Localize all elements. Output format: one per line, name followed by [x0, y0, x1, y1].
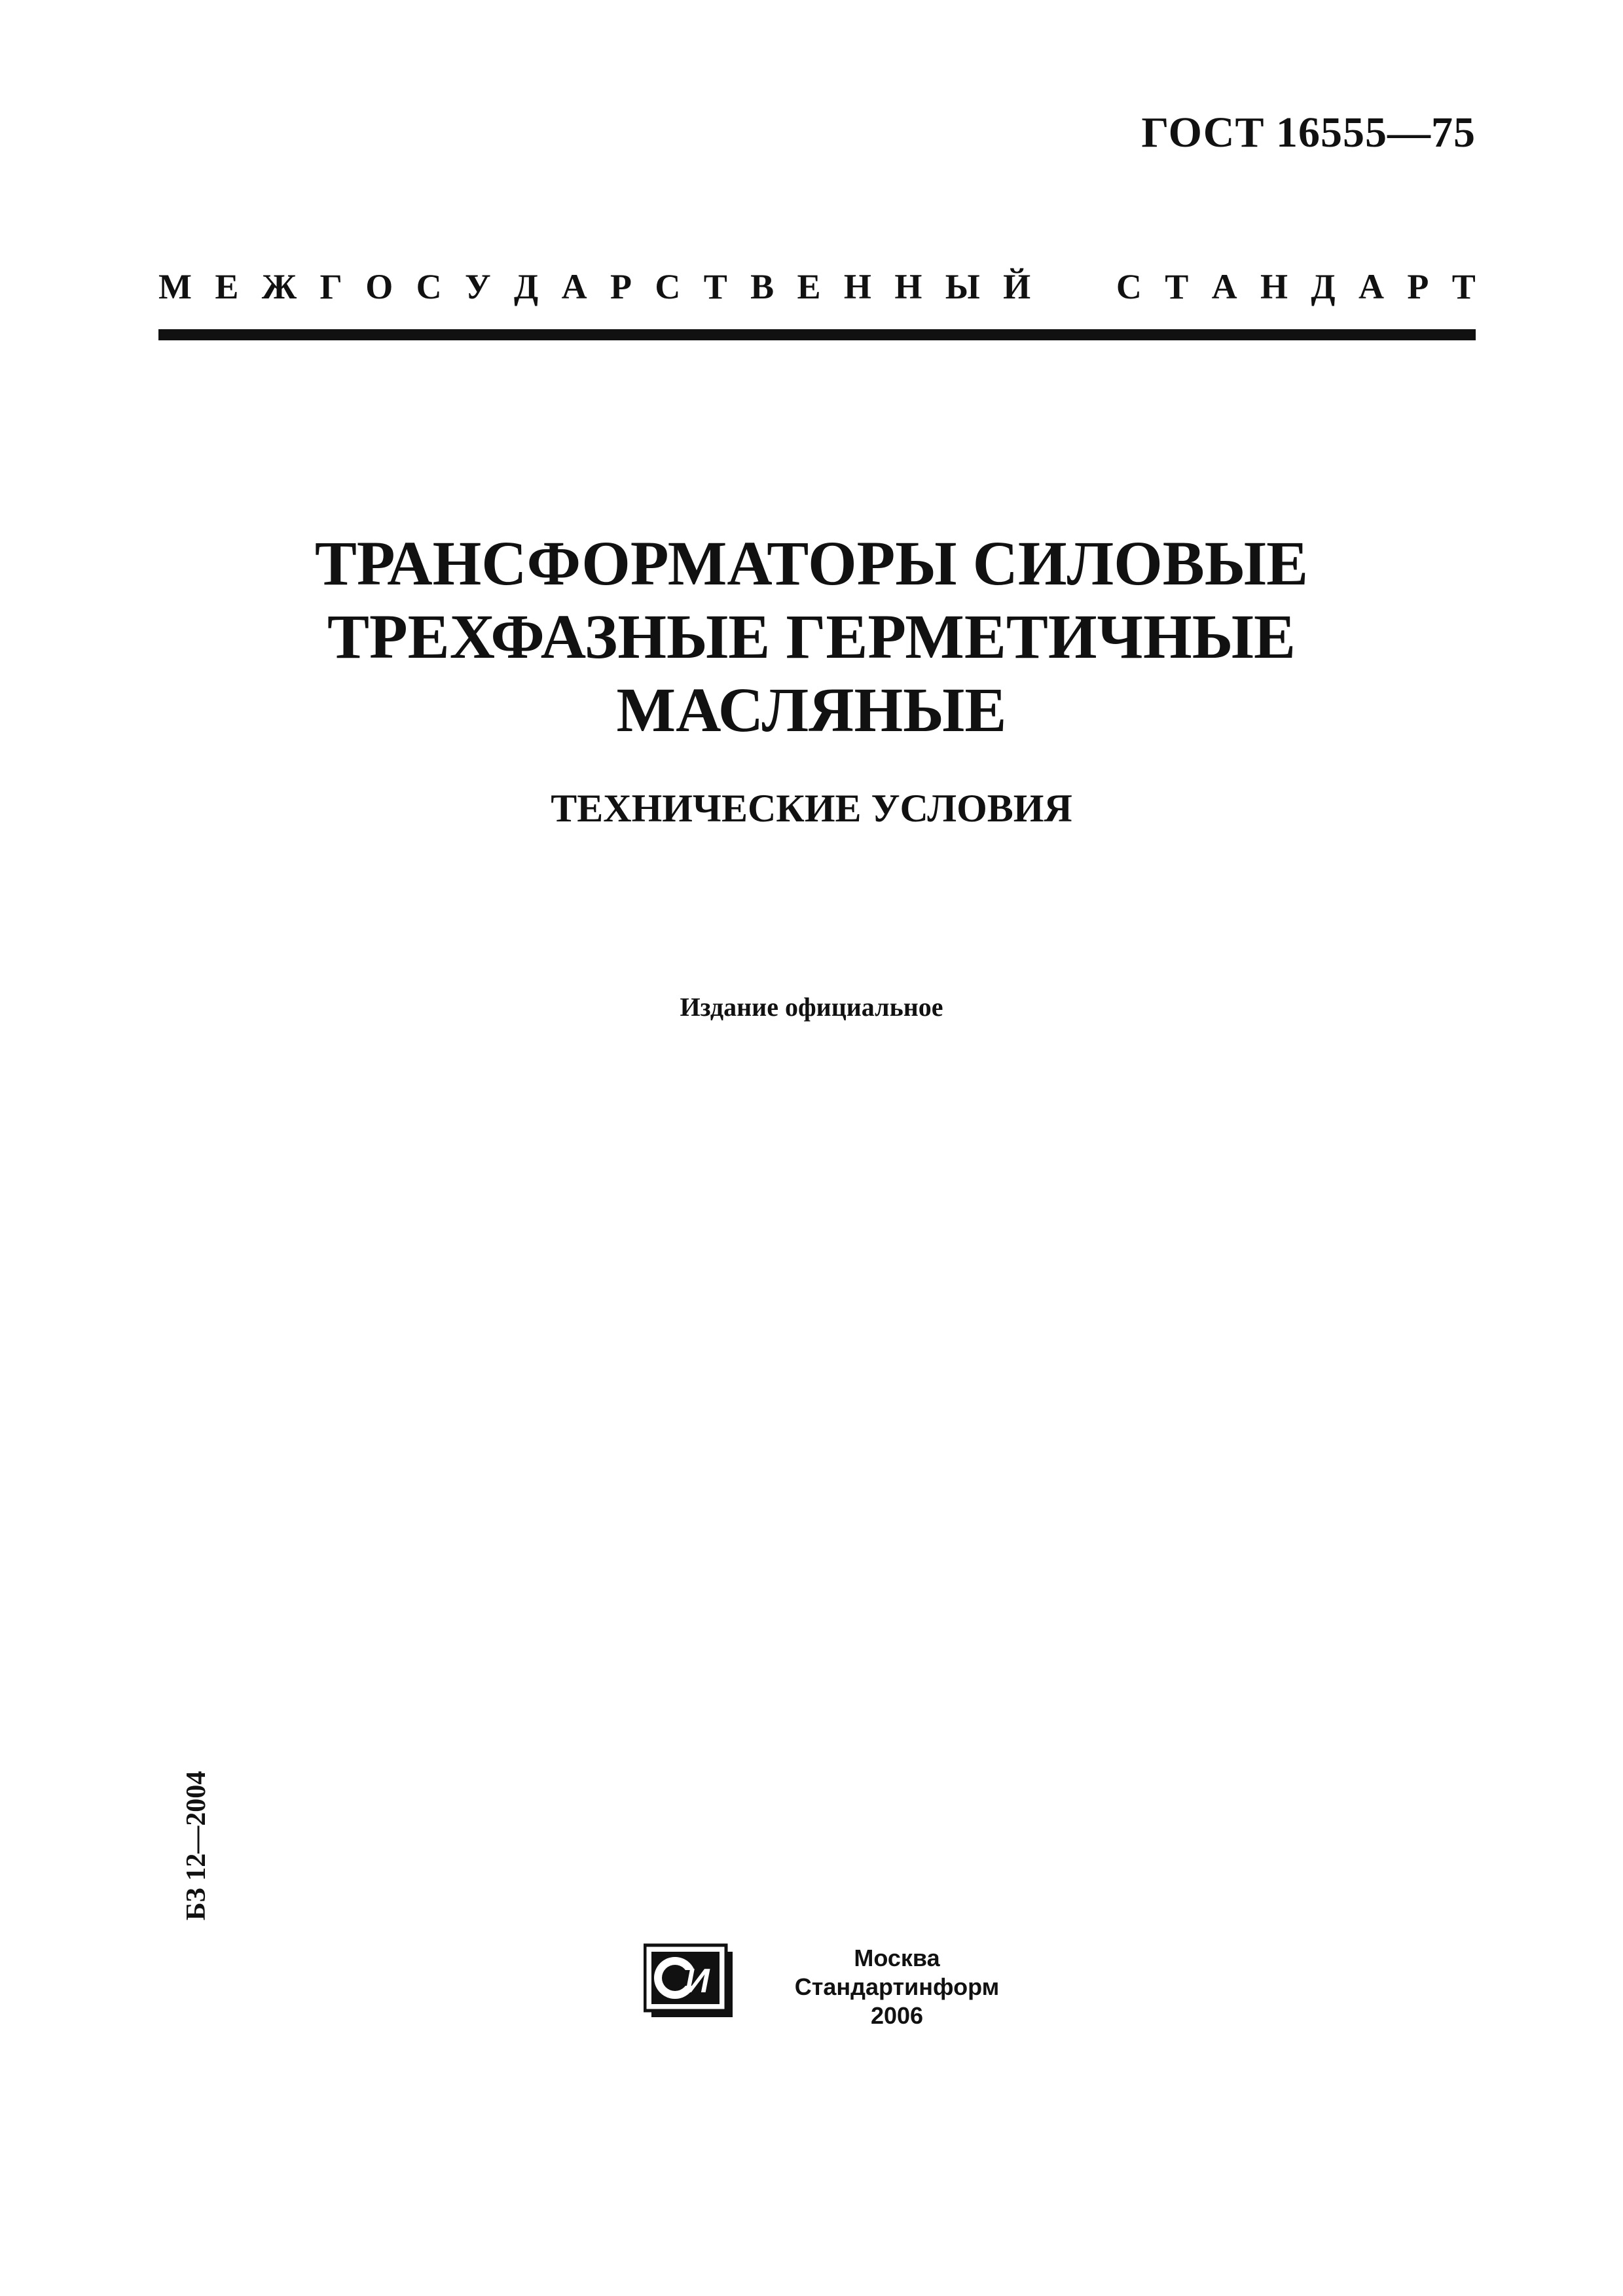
publisher-name: Стандартинформ: [794, 1973, 1000, 2000]
publisher-year: 2006: [870, 2002, 924, 2029]
heading-letter: Г: [319, 267, 342, 306]
heading-letter: Д: [514, 267, 539, 306]
title-line-1: ТРАНСФОРМАТОРЫ СИЛОВЫЕ: [314, 528, 1309, 598]
heading-letter: Р: [1407, 267, 1429, 306]
heading-rule: [158, 329, 1476, 340]
heading-letter: С: [1116, 267, 1142, 306]
heading-letter: М: [158, 267, 192, 306]
heading-letter: С: [655, 267, 681, 306]
heading-letter: А: [561, 267, 587, 306]
publisher-block: [759, 1944, 1034, 2030]
title-line-3: МАСЛЯНЫЕ: [616, 675, 1007, 745]
standard-number: ГОСТ 16555—75: [1141, 109, 1476, 156]
document-title: [0, 527, 1623, 747]
interstate-standard-heading: [158, 260, 1476, 313]
heading-letter: Ы: [945, 267, 980, 306]
heading-letter: Р: [610, 267, 632, 306]
heading-letter: Н: [1260, 267, 1288, 306]
heading-letter: Н: [894, 267, 922, 306]
heading-letter: Д: [1311, 267, 1336, 306]
heading-letter: Т: [1165, 267, 1189, 306]
heading-letter: Е: [797, 267, 821, 306]
title-line-2: ТРЕХФАЗНЫЕ ГЕРМЕТИЧНЫЕ: [327, 601, 1296, 672]
heading-letter: О: [365, 267, 393, 306]
publisher-city: Москва: [854, 1945, 940, 1971]
heading-letter: А: [1211, 267, 1237, 306]
heading-letter: А: [1358, 267, 1384, 306]
heading-letter: Й: [1003, 267, 1031, 306]
heading-letter: Н: [843, 267, 871, 306]
document-subtitle: ТЕХНИЧЕСКИЕ УСЛОВИЯ: [551, 787, 1072, 830]
heading-letter: Т: [1451, 267, 1476, 306]
heading-letter: С: [416, 267, 442, 306]
heading-letter: Ж: [261, 267, 297, 306]
heading-letter: Е: [215, 267, 239, 306]
edition-note: Издание официальное: [680, 992, 943, 1022]
standartinform-logo-icon: [644, 1943, 739, 2024]
heading-word-gap: [1054, 260, 1093, 313]
heading-letter: В: [750, 267, 775, 306]
svg-text:И: И: [685, 1962, 710, 2000]
heading-letter: У: [465, 267, 491, 306]
heading-letter: Т: [703, 267, 727, 306]
side-registration-code: БЗ 12—2004: [181, 1770, 211, 1921]
